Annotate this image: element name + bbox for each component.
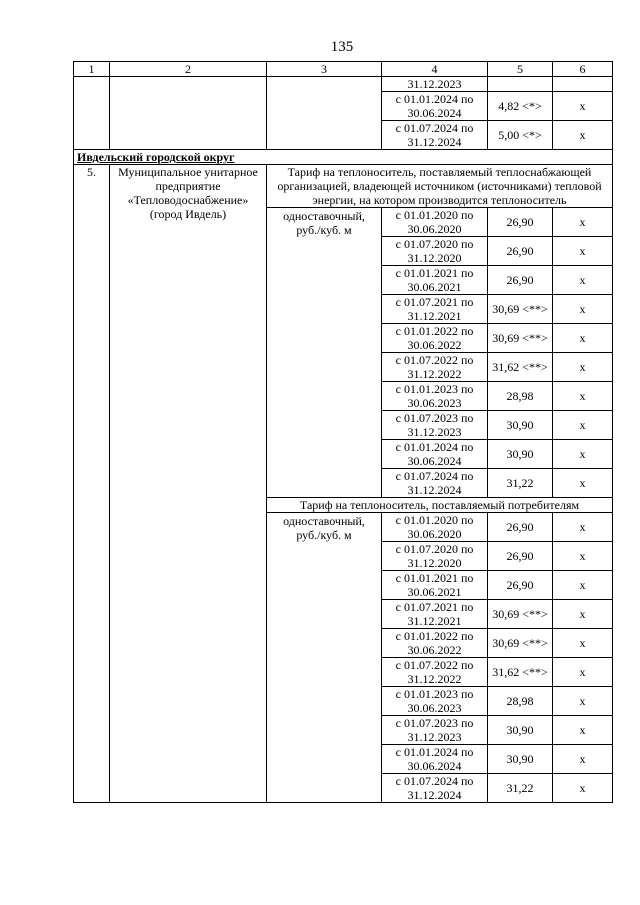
value-cell: 30,69 <**>	[488, 629, 553, 658]
note-cell: х	[553, 208, 613, 237]
tariff-title: Тариф на теплоноситель, поставляемый теплоснабжающей организацией, владеющей источником (источниками) тепловой энергии, на котором производится теплоноситель	[267, 165, 613, 208]
value-cell: 31,62 <**>	[488, 353, 553, 382]
column-number-row	[74, 62, 613, 77]
period-cell: с 01.01.2020 по 30.06.2020	[382, 208, 488, 237]
note-cell: х	[553, 121, 613, 150]
period-cell: с 01.07.2021 по 31.12.2021	[382, 600, 488, 629]
value-cell: 28,98	[488, 687, 553, 716]
note-cell: х	[553, 600, 613, 629]
unit-cell: одноставочный, руб./куб. м	[267, 513, 382, 803]
page-number: 135	[330, 39, 354, 55]
period-cell: с 01.07.2024 по 31.12.2024	[382, 121, 488, 150]
note-cell: х	[553, 716, 613, 745]
period-cell: с 01.01.2023 по 30.06.2023	[382, 687, 488, 716]
section-row	[74, 150, 613, 165]
tariff-header-row	[74, 165, 613, 208]
value-cell: 30,69 <**>	[488, 324, 553, 353]
row-number-cell: 5.	[74, 165, 110, 803]
tariff-title: Тариф на теплоноситель, поставляемый потребителям	[267, 498, 613, 513]
value-cell	[488, 77, 553, 92]
note-cell: х	[553, 324, 613, 353]
period-cell: с 01.07.2020 по 31.12.2020	[382, 237, 488, 266]
value-cell: 30,90	[488, 716, 553, 745]
period-cell: с 01.01.2024 по 30.06.2024	[382, 440, 488, 469]
period-cell: с 01.07.2023 по 31.12.2023	[382, 411, 488, 440]
column-header: 5	[488, 62, 553, 77]
period-cell: с 01.07.2024 по 31.12.2024	[382, 774, 488, 803]
column-header: 2	[110, 62, 267, 77]
value-cell: 31,22	[488, 774, 553, 803]
table-row	[74, 77, 613, 92]
note-cell: х	[553, 687, 613, 716]
value-cell: 26,90	[488, 571, 553, 600]
note-cell: х	[553, 382, 613, 411]
value-cell: 30,90	[488, 745, 553, 774]
note-cell: х	[553, 774, 613, 803]
note-cell: х	[553, 353, 613, 382]
note-cell: х	[553, 295, 613, 324]
note-cell: х	[553, 658, 613, 687]
note-cell: х	[553, 411, 613, 440]
period-cell: с 01.07.2023 по 31.12.2023	[382, 716, 488, 745]
row-number-cell	[74, 77, 110, 150]
period-cell: с 01.01.2024 по 30.06.2024	[382, 92, 488, 121]
value-cell: 30,90	[488, 440, 553, 469]
note-cell: х	[553, 542, 613, 571]
note-cell: х	[553, 440, 613, 469]
column-header: 4	[382, 62, 488, 77]
column-header: 6	[553, 62, 613, 77]
period-cell: с 01.01.2024 по 30.06.2024	[382, 745, 488, 774]
period-cell: с 01.01.2020 по 30.06.2020	[382, 513, 488, 542]
period-cell: с 01.07.2024 по 31.12.2024	[382, 469, 488, 498]
note-cell: х	[553, 513, 613, 542]
tariff-table	[73, 61, 613, 803]
period-cell: с 01.01.2022 по 30.06.2022	[382, 629, 488, 658]
value-cell: 30,69 <**>	[488, 600, 553, 629]
note-cell: х	[553, 571, 613, 600]
value-cell: 4,82 <*>	[488, 92, 553, 121]
value-cell: 28,98	[488, 382, 553, 411]
column-header: 1	[74, 62, 110, 77]
period-cell: 31.12.2023	[382, 77, 488, 92]
note-cell: х	[553, 266, 613, 295]
value-cell: 26,90	[488, 542, 553, 571]
section-title: Ивдельский городской округ	[74, 150, 613, 165]
value-cell: 31,62 <**>	[488, 658, 553, 687]
value-cell: 5,00 <*>	[488, 121, 553, 150]
value-cell: 30,90	[488, 411, 553, 440]
period-cell: с 01.01.2023 по 30.06.2023	[382, 382, 488, 411]
value-cell: 31,22	[488, 469, 553, 498]
organization-cell: Муниципальное унитарное предприятие «Тепловодоснабжение» (город Ивдель)	[110, 165, 267, 803]
organization-cell	[110, 77, 267, 150]
unit-cell	[267, 77, 382, 150]
period-cell: с 01.07.2022 по 31.12.2022	[382, 658, 488, 687]
note-cell: х	[553, 629, 613, 658]
value-cell: 26,90	[488, 513, 553, 542]
note-cell	[553, 77, 613, 92]
period-cell: с 01.07.2022 по 31.12.2022	[382, 353, 488, 382]
value-cell: 30,69 <**>	[488, 295, 553, 324]
note-cell: х	[553, 469, 613, 498]
value-cell: 26,90	[488, 266, 553, 295]
unit-cell: одноставочный, руб./куб. м	[267, 208, 382, 498]
period-cell: с 01.01.2021 по 30.06.2021	[382, 266, 488, 295]
note-cell: х	[553, 237, 613, 266]
column-header: 3	[267, 62, 382, 77]
period-cell: с 01.07.2020 по 31.12.2020	[382, 542, 488, 571]
period-cell: с 01.01.2022 по 30.06.2022	[382, 324, 488, 353]
period-cell: с 01.01.2021 по 30.06.2021	[382, 571, 488, 600]
value-cell: 26,90	[488, 208, 553, 237]
note-cell: х	[553, 92, 613, 121]
period-cell: с 01.07.2021 по 31.12.2021	[382, 295, 488, 324]
value-cell: 26,90	[488, 237, 553, 266]
note-cell: х	[553, 745, 613, 774]
